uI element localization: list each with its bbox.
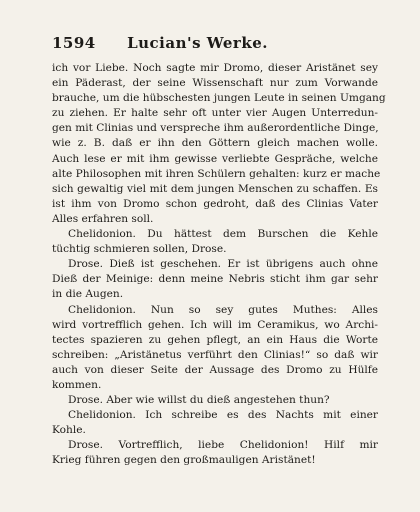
text-line: auch von dieser Seite der Aussage des Dromo zu Hülfe [52,363,378,376]
text-line: Auch lese er mit ihm gewisse verliebte Gespräche, welche [52,152,378,165]
page-header [52,34,378,52]
text-line: brauche, um die hübschesten jungen Leute in seinen Umgang [52,92,386,105]
speaker-line: Drose. Dieß ist geschehen. Er ist übrigens auch ohne [68,258,378,271]
speaker-line: Chelidonion. Ich schreibe es des Nachts mit einer [68,409,378,422]
text-line: sich gewaltig viel mit dem jungen Menschen zu schaffen. Es [52,182,378,195]
text-line: zu ziehen. Er halte sehr oft unter vier Augen Unterredun- [52,107,378,120]
body-text [52,61,386,469]
text-line: gen mit Clinias und verspreche ihm außerordentliche Dinge, [52,122,379,135]
speaker-line: Drose. Aber wie willst du dieß angestehen thun? [68,394,330,407]
speaker-line: Chelidonion. Nun so sey gutes Muthes: Alles [68,303,378,316]
text-line: tectes spazieren zu gehen pflegt, an ein Haus die Worte [52,333,378,346]
text-line: Krieg führen gegen den großmauligen Aristänet! [52,454,316,467]
text-line: ist ihm von Dromo schon gedroht, daß des Clinias Vater [52,197,378,210]
text-line: ich vor Liebe. Noch sagte mir Dromo, dieser Aristänet sey [52,62,378,74]
speaker-line: Drose. Vortrefflich, liebe Chelidonion! Hilf mir [68,439,378,452]
running-title: Lucian's Werke. [127,34,268,52]
text-line: Kohle. [52,424,86,437]
text-line: alte Philosophen mit ihren Schülern gehalten: kurz er mache [52,167,381,180]
text-line: Alles erfahren soll. [52,212,154,225]
page-number: 1594 [52,34,96,52]
text-line: Dieß der Meinige: denn meine Nebris sticht ihm gar sehr [52,273,378,286]
text-line: wird vortrefflich gehen. Ich will im Ceramikus, wo Archi- [52,318,378,331]
text-line: ein Päderast, der seine Wissenschaft nur zum Vorwande [52,77,378,90]
text-line: schreiben: „Aristänetus verführt den Clinias!“ so daß wir [52,348,378,361]
text-line: in die Augen. [52,288,124,301]
text-line: wie z. B. daß er ihn den Göttern gleich machen wolle. [52,137,378,150]
text-line: kommen. [52,378,102,391]
speaker-line: Chelidonion. Du hättest dem Burschen die Kehle [68,228,378,241]
text-line: tüchtig schmieren sollen, Drose. [52,243,227,256]
